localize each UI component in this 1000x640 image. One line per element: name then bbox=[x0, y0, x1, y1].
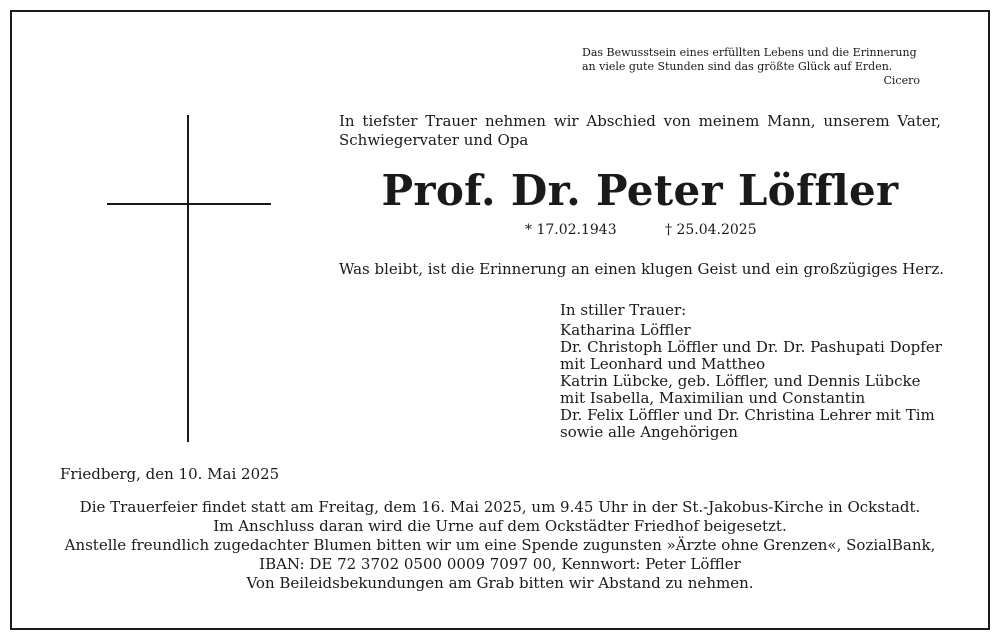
mourners-heading: In stiller Trauer: bbox=[560, 301, 687, 319]
footer-line: Im Anschluss daran wird die Urne auf dem Ockstädter Friedhof beigesetzt. bbox=[213, 517, 787, 535]
footer-line: Von Beileidsbekundungen am Grab bitten wir Abstand zu nehmen. bbox=[246, 574, 754, 592]
intro-text: In tiefster Trauer nehmen wir Abschied von meinem Mann, unserem Vater, Schwiegervater und Opa bbox=[339, 112, 941, 149]
remembrance-text: Was bleibt, ist die Erinnerung an einen klugen Geist und ein großzügiges Herz. bbox=[339, 260, 945, 278]
footer-line: IBAN: DE 72 3702 0500 0009 7097 00, Kennwort: Peter Löffler bbox=[259, 555, 741, 573]
mourner-line: Katharina Löffler bbox=[560, 321, 691, 339]
mourner-line: Katrin Lübcke, geb. Löffler, und Dennis Lübcke bbox=[560, 372, 921, 390]
cross-icon-crossbar bbox=[107, 203, 271, 205]
mourners-list bbox=[560, 302, 960, 441]
birth-date: * 17.02.1943 bbox=[525, 222, 617, 238]
footer-line: Die Trauerfeier findet statt am Freitag, dem 16. Mai 2025, um 9.45 Uhr in der St.-Jakobus-Kirche in Ockstadt. bbox=[79, 498, 921, 516]
mourner-line: Dr. Christoph Löffler und Dr. Dr. Pashupati Dopfer bbox=[560, 338, 942, 356]
mourner-line: sowie alle Angehörigen bbox=[560, 423, 738, 441]
death-date: † 25.04.2025 bbox=[665, 222, 757, 238]
cross-icon bbox=[187, 115, 189, 442]
place-and-date: Friedberg, den 10. Mai 2025 bbox=[60, 465, 280, 483]
quote-author: Cicero bbox=[883, 74, 920, 87]
footer-line: Anstelle freundlich zugedachter Blumen bitten wir um eine Spende zugunsten »Ärzte ohne Grenzen«, SozialBank, bbox=[64, 536, 936, 554]
mourner-line: mit Isabella, Maximilian und Constantin bbox=[560, 389, 866, 407]
mourner-line: mit Leonhard und Mattheo bbox=[560, 355, 766, 373]
quote-line: Das Bewusstsein eines erfüllten Lebens und die Erinnerung bbox=[582, 46, 917, 59]
mourner-line: Dr. Felix Löffler und Dr. Christina Lehrer mit Tim bbox=[560, 406, 935, 424]
quote-line: an viele gute Stunden sind das größte Glück auf Erden. bbox=[582, 60, 893, 73]
funeral-information bbox=[40, 498, 960, 593]
epigraph-quote bbox=[582, 46, 942, 88]
deceased-name: Prof. Dr. Peter Löffler bbox=[381, 166, 899, 215]
